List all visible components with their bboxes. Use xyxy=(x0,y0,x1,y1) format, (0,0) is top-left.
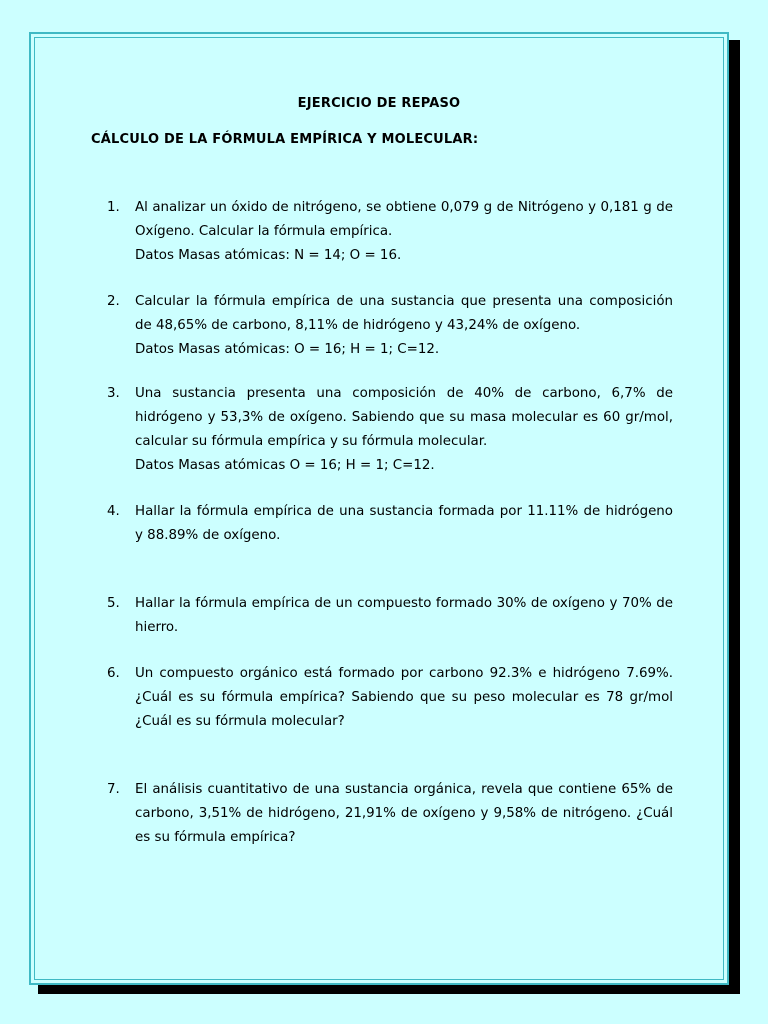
exercise-3 xyxy=(107,382,673,478)
document-subtitle: CÁLCULO DE LA FÓRMULA EMPÍRICA Y MOLECULAR: xyxy=(91,132,479,147)
exercise-6 xyxy=(107,662,673,734)
exercise-text: Un compuesto orgánico está formado por carbono 92.3% e hidrógeno 7.69%. ¿Cuál es su fórmula empírica? Sabiendo que su peso molecular es 78 gr/mol ¿Cuál es su fórmula molecular? xyxy=(135,666,673,729)
document-title: EJERCICIO DE REPASO xyxy=(297,96,461,111)
exercise-number: 1. xyxy=(107,200,120,215)
exercise-text: El análisis cuantitativo de una sustancia orgánica, revela que contiene 65% de carbono, 3,51% de hidrógeno, 21,91% de oxígeno y 9,58% de nitrógeno. ¿Cuál es su fórmula empírica? xyxy=(135,782,673,845)
exercise-data: Datos Masas atómicas: N = 14; O = 16. xyxy=(135,248,402,263)
exercise-text: Hallar la fórmula empírica de una sustancia formada por 11.11% de hidrógeno y 88.89% de oxígeno. xyxy=(135,504,673,543)
exercise-data: Datos Masas atómicas O = 16; H = 1; C=12. xyxy=(135,458,435,473)
exercise-2 xyxy=(107,290,673,362)
exercise-data: Datos Masas atómicas: O = 16; H = 1; C=12. xyxy=(135,342,440,357)
exercise-number: 6. xyxy=(107,666,120,681)
exercise-number: 3. xyxy=(107,386,120,401)
exercise-1 xyxy=(107,196,673,268)
exercise-number: 5. xyxy=(107,596,120,611)
page-border xyxy=(29,32,729,985)
exercise-text: Calcular la fórmula empírica de una sustancia que presenta una composición de 48,65% de carbono, 8,11% de hidrógeno y 43,24% de oxígeno. xyxy=(135,294,673,333)
exercise-number: 4. xyxy=(107,504,120,519)
exercise-text: Al analizar un óxido de nitrógeno, se obtiene 0,079 g de Nitrógeno y 0,181 g de Oxígeno. Calcular la fórmula empírica. xyxy=(135,200,673,239)
exercise-text: Hallar la fórmula empírica de un compuesto formado 30% de oxígeno y 70% de hierro. xyxy=(135,596,673,635)
exercise-text: Una sustancia presenta una composición de 40% de carbono, 6,7% de hidrógeno y 53,3% de oxígeno. Sabiendo que su masa molecular es 60 gr/mol, calcular su fórmula empírica y su fórmula molecular. xyxy=(135,386,673,449)
exercise-5 xyxy=(107,592,673,640)
exercise-7 xyxy=(107,778,673,850)
exercise-number: 2. xyxy=(107,294,120,309)
exercise-number: 7. xyxy=(107,782,120,797)
exercise-4 xyxy=(107,500,673,548)
